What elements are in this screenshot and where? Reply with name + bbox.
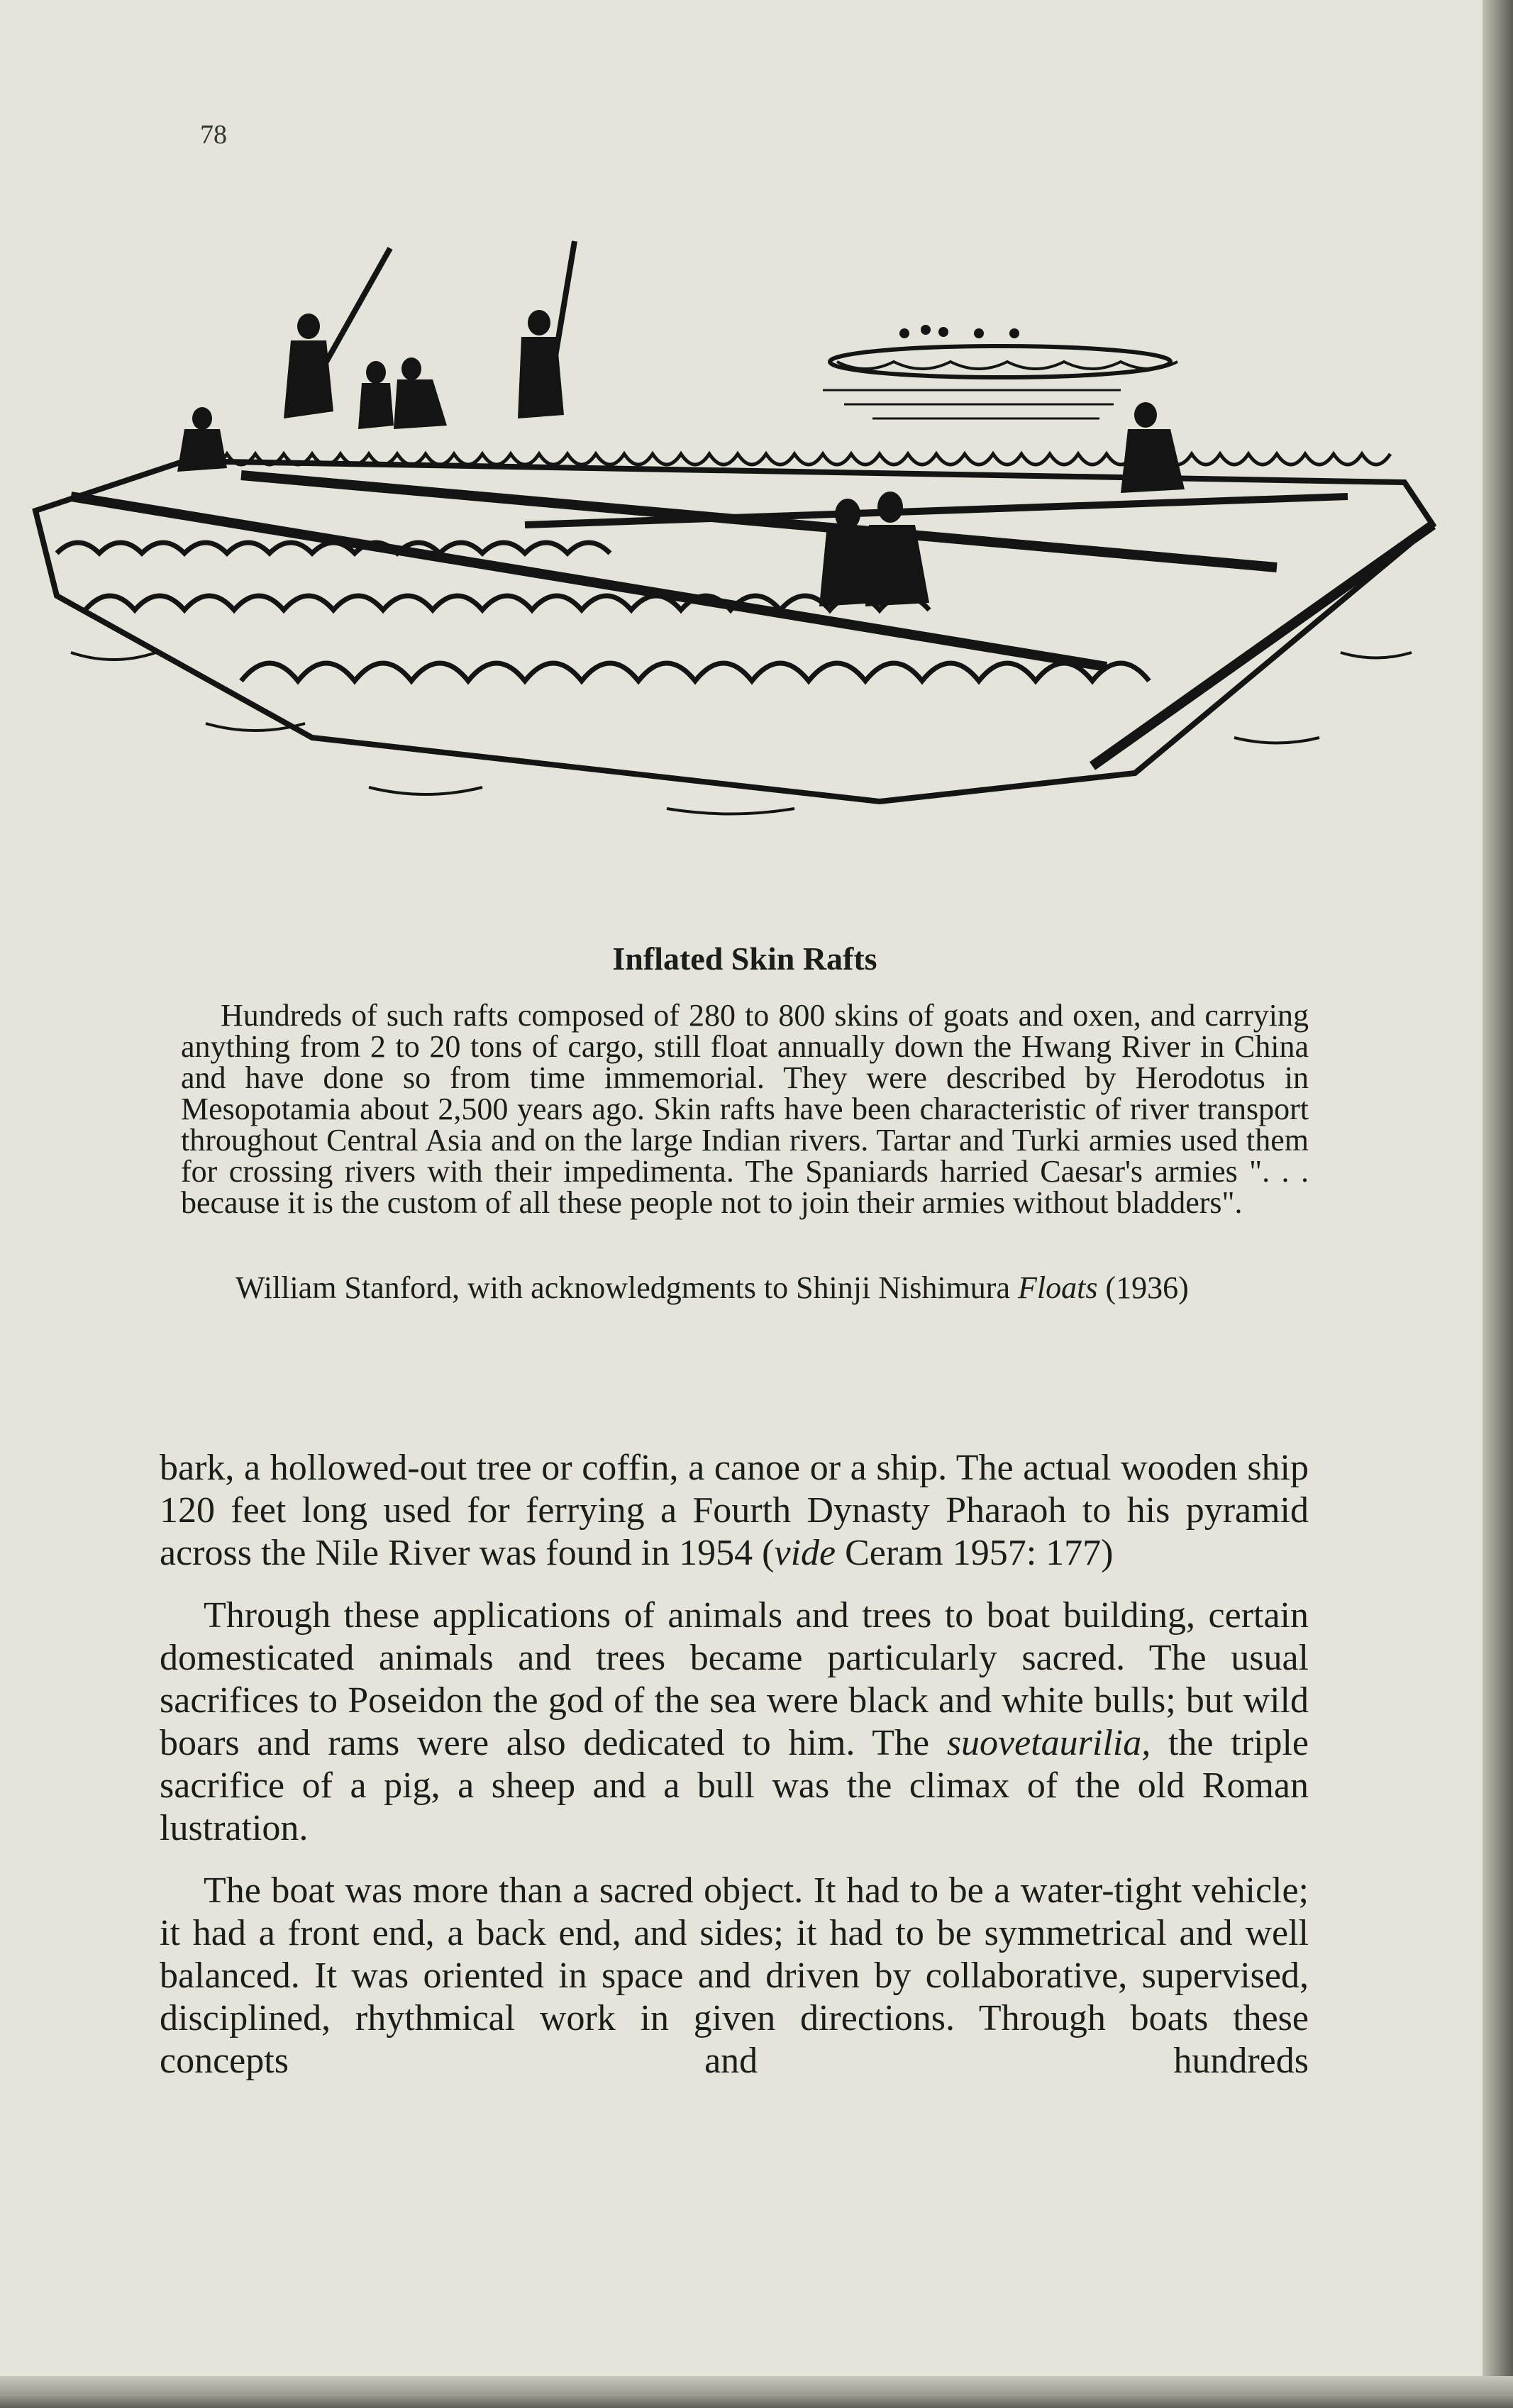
p1-vide: vide [774, 1533, 836, 1573]
body-text [160, 1447, 1309, 2102]
figure-title: Inflated Skin Rafts [612, 941, 877, 977]
figure-credit [235, 1270, 1189, 1306]
paragraph-2 [160, 1594, 1309, 1850]
p1-text: bark, a hollowed-out tree or coffin, a canoe or a ship. The actual wooden ship 120 feet long used for ferrying a Fourth Dynasty Pharaoh to his pyramid across the Nile River was found in 1954 ( [160, 1448, 1309, 1573]
p2-end: the triple sacrifice of a pig, a sheep and a bull was the climax of the old Roman lustration. [160, 1723, 1309, 1848]
p2-italic: suovetaurilia, [946, 1723, 1151, 1763]
credit-prefix: William Stanford, with acknowledgments to Shinji Nishimura [235, 1270, 1018, 1305]
figure-caption: Hundreds of such rafts composed of 280 to 800 skins of goats and oxen, and carrying anything from 2 to 20 tons of cargo, still float annually down the Hwang River in China and have done so from time immemorial. They were described by Herodotus in Mesopotamia about 2,500 years ago. Skin rafts have been characteristic of river transport throughout Central Asia and on the large Indian rivers. Tartar and Turki armies used them for crossing rivers with their impedimenta. The Spaniards harried Caesar's armies ". . . because it is the custom of all these people not to join their armies without bladders". [181, 998, 1309, 1220]
credit-suffix: (1936) [1097, 1270, 1189, 1305]
page-number: 78 [200, 120, 227, 150]
page-edge-bottom [0, 2376, 1513, 2408]
paragraph-1 [160, 1447, 1309, 1575]
p2-text: Through these applications of animals and trees to boat building, certain domesticated animals and trees became particularly sacred. The usual sacrifices to Poseidon the god of the sea were black and white bulls; but wild boars and rams were also dedicated to him. The [160, 1595, 1309, 1763]
credit-title: Floats [1018, 1270, 1098, 1305]
paragraph-3: The boat was more than a sacred object. It had to be a water-tight vehicle; it had a front end, a back end, and sides; it had to be symmetrical and well balanced. It was oriented in space and driven by collaborative, supervised, disciplined, rhythmical work in given directions. Through boats these concepts and hundreds [160, 1870, 1309, 2081]
raft-illustration [28, 227, 1468, 837]
page-edge-right [1482, 0, 1513, 2408]
p1-end: Ceram 1957: 177) [836, 1533, 1114, 1573]
